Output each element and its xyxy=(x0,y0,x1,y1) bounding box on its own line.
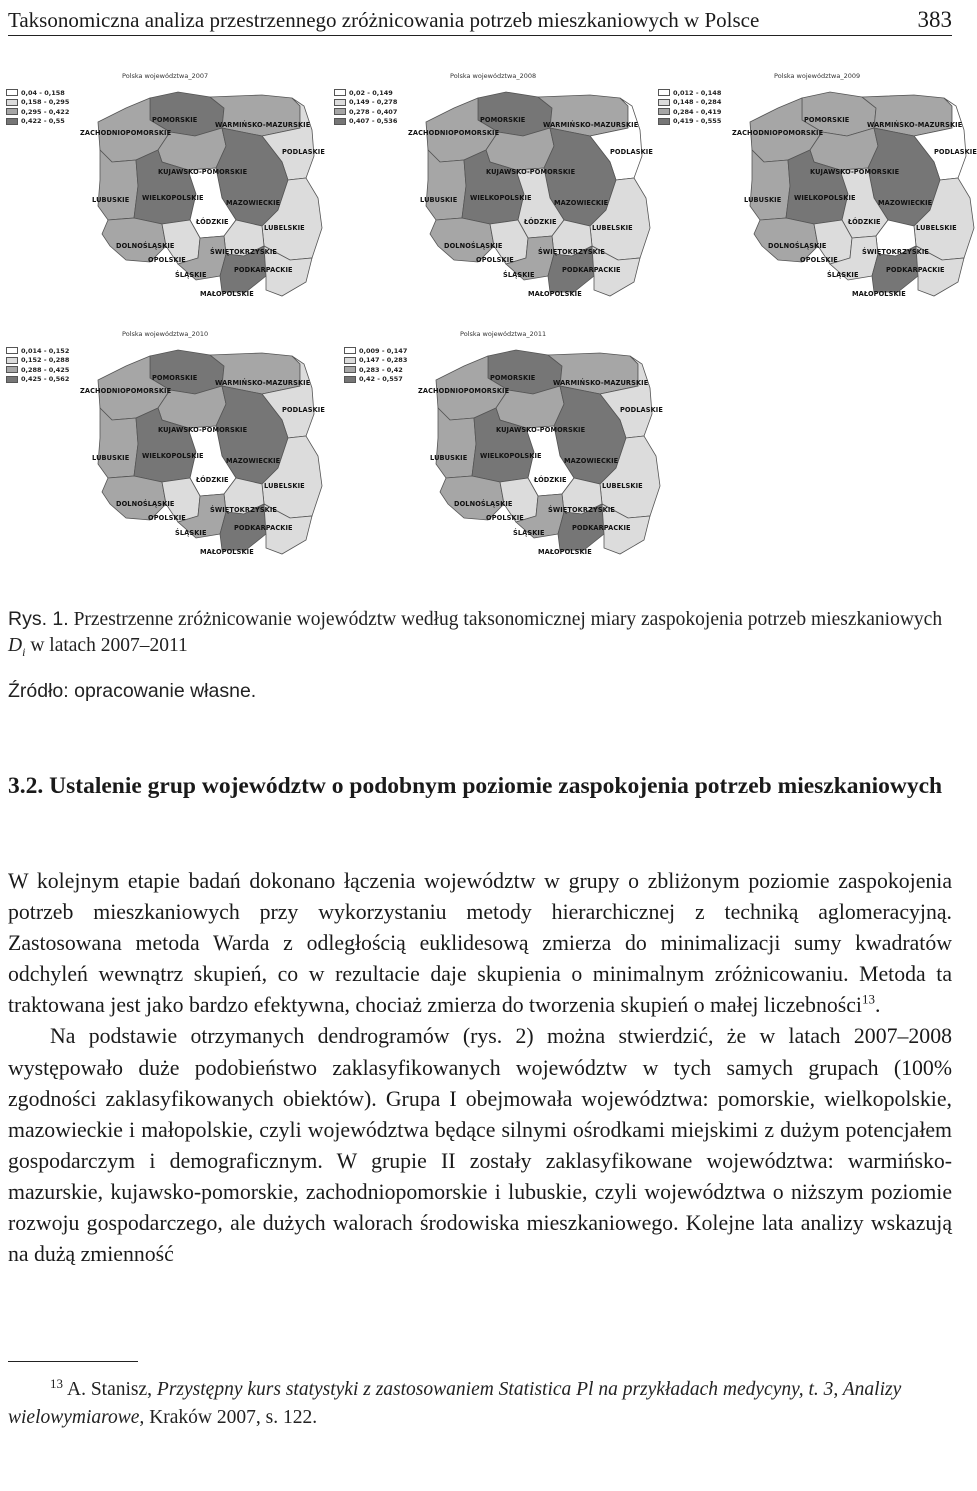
region-label-podlaskie: PODLASKIE xyxy=(282,406,325,414)
map-title: Polska województwa_2008 xyxy=(450,72,537,80)
region-label-zachodniopomorskie: ZACHODNIOPOMORSKIE xyxy=(418,387,510,395)
legend-swatch xyxy=(6,376,18,383)
map-legend xyxy=(6,346,69,384)
caption-var: D xyxy=(8,635,23,656)
region-label-lubuskie: LUBUSKIE xyxy=(92,454,130,462)
legend-label: 0,012 - 0,148 xyxy=(673,88,722,97)
figure-caption xyxy=(8,606,952,665)
body-text xyxy=(8,866,952,1270)
paragraph-1-end: . xyxy=(874,993,881,1018)
region-label-zachodniopomorskie: ZACHODNIOPOMORSKIE xyxy=(408,129,500,137)
region-label-malopolskie: MAŁOPOLSKIE xyxy=(200,290,254,298)
region-label-kujawsko: KUJAWSKO-POMORSKIE xyxy=(496,426,586,434)
region-label-lodzkie: ŁÓDZKIE xyxy=(196,476,229,484)
region-label-swietokrzyskie: ŚWIĘTOKRZYSKIE xyxy=(210,248,278,256)
region-label-podlaskie: PODLASKIE xyxy=(610,148,653,156)
map-legend xyxy=(658,88,721,126)
legend-label: 0,147 - 0,283 xyxy=(359,356,408,365)
legend-swatch xyxy=(6,366,18,373)
region-label-lubuskie: LUBUSKIE xyxy=(430,454,468,462)
region-label-podlaskie: PODLASKIE xyxy=(620,406,663,414)
region-label-warminsko: WARMIŃSKO-MAZURSKIE xyxy=(867,121,963,129)
region-label-zachodniopomorskie: ZACHODNIOPOMORSKIE xyxy=(80,387,172,395)
legend-label: 0,158 - 0,295 xyxy=(21,98,70,107)
legend-label: 0,014 - 0,152 xyxy=(21,346,70,355)
region-label-pomorskie: POMORSKIE xyxy=(152,374,198,382)
footnote-ref: 13 xyxy=(861,992,875,1008)
region-label-lodzkie: ŁÓDZKIE xyxy=(196,218,229,226)
legend-item xyxy=(334,107,397,117)
legend-item xyxy=(6,356,69,366)
region-label-dolnoslaskie: DOLNOŚLĄSKIE xyxy=(454,500,513,508)
region-label-mazowieckie: MAZOWIECKIE xyxy=(226,457,281,465)
region-label-slaskie: ŚLĄSKIE xyxy=(513,529,545,537)
region-label-wielkopolskie: WIELKOPOLSKIE xyxy=(142,194,204,202)
map-legend xyxy=(6,88,69,126)
legend-label: 0,419 - 0,555 xyxy=(673,117,722,126)
paragraph-1 xyxy=(8,866,952,1021)
region-label-wielkopolskie: WIELKOPOLSKIE xyxy=(480,452,542,460)
figure-source: Źródło: opracowanie własne. xyxy=(8,680,257,702)
legend-label: 0,295 - 0,422 xyxy=(21,107,70,116)
footnote xyxy=(8,1376,952,1432)
running-header xyxy=(8,2,952,36)
legend-label: 0,407 - 0,536 xyxy=(349,117,398,126)
region-label-mazowieckie: MAZOWIECKIE xyxy=(564,457,619,465)
legend-swatch xyxy=(334,108,346,115)
region-label-zachodniopomorskie: ZACHODNIOPOMORSKIE xyxy=(80,129,172,137)
region-label-slaskie: ŚLĄSKIE xyxy=(503,271,535,279)
legend-swatch xyxy=(6,108,18,115)
legend-item xyxy=(334,117,397,127)
legend-label: 0,148 - 0,284 xyxy=(673,98,722,107)
region-label-opolskie: OPOLSKIE xyxy=(800,256,838,264)
map-2010 xyxy=(0,328,325,566)
region-label-lubuskie: LUBUSKIE xyxy=(92,196,130,204)
map-2011 xyxy=(338,328,663,566)
legend-label: 0,422 - 0,55 xyxy=(21,117,65,126)
running-title: Taksonomiczna analiza przestrzennego zróżnicowania potrzeb mieszkaniowych w Polsce xyxy=(8,8,760,32)
legend-item xyxy=(658,117,721,127)
region-label-pomorskie: POMORSKIE xyxy=(152,116,198,124)
region-label-mazowieckie: MAZOWIECKIE xyxy=(554,199,609,207)
map-2008 xyxy=(328,70,653,308)
legend-swatch xyxy=(344,347,356,354)
region-label-kujawsko: KUJAWSKO-POMORSKIE xyxy=(486,168,576,176)
legend-item xyxy=(6,88,69,98)
legend-swatch xyxy=(344,366,356,373)
region-label-warminsko: WARMIŃSKO-MAZURSKIE xyxy=(215,121,311,129)
maps-figure xyxy=(0,70,977,590)
region-label-lubelskie: LUBELSKIE xyxy=(916,224,957,232)
legend-swatch xyxy=(658,108,670,115)
legend-swatch xyxy=(6,118,18,125)
region-label-warminsko: WARMIŃSKO-MAZURSKIE xyxy=(215,379,311,387)
region-label-kujawsko: KUJAWSKO-POMORSKIE xyxy=(810,168,900,176)
legend-item xyxy=(6,98,69,108)
region-label-kujawsko: KUJAWSKO-POMORSKIE xyxy=(158,168,248,176)
legend-item xyxy=(6,365,69,375)
region-label-podkarpackie: PODKARPACKIE xyxy=(234,524,293,532)
legend-item xyxy=(334,88,397,98)
legend-swatch xyxy=(658,118,670,125)
region-label-opolskie: OPOLSKIE xyxy=(486,514,524,522)
legend-item xyxy=(6,117,69,127)
page-number: 383 xyxy=(917,7,952,32)
caption-text: Przestrzenne zróżnicowanie województw według taksonomicznej miary zaspokojenia potrzeb mieszkaniowych xyxy=(73,609,943,630)
legend-swatch xyxy=(658,89,670,96)
map-title: Polska województwa_2011 xyxy=(460,330,547,338)
legend-item xyxy=(658,98,721,108)
region-label-malopolskie: MAŁOPOLSKIE xyxy=(200,548,254,556)
region-label-kujawsko: KUJAWSKO-POMORSKIE xyxy=(158,426,248,434)
region-label-slaskie: ŚLĄSKIE xyxy=(175,529,207,537)
region-label-dolnoslaskie: DOLNOŚLĄSKIE xyxy=(116,500,175,508)
legend-swatch xyxy=(6,357,18,364)
legend-label: 0,009 - 0,147 xyxy=(359,346,408,355)
region-label-wielkopolskie: WIELKOPOLSKIE xyxy=(142,452,204,460)
region-label-warminsko: WARMIŃSKO-MAZURSKIE xyxy=(543,121,639,129)
region-label-podkarpackie: PODKARPACKIE xyxy=(572,524,631,532)
region-label-slaskie: ŚLĄSKIE xyxy=(175,271,207,279)
footnote-title: Przystępny kurs statystyki z zastosowaniem Statistica Pl na przykładach medycyny, t. 3, Analizy wielowymiarowe, xyxy=(8,1379,902,1428)
map-title: Polska województwa_2010 xyxy=(122,330,209,338)
footnote-rule xyxy=(8,1361,138,1362)
legend-swatch xyxy=(334,118,346,125)
legend-item xyxy=(344,375,407,385)
region-label-mazowieckie: MAZOWIECKIE xyxy=(878,199,933,207)
legend-swatch xyxy=(658,99,670,106)
legend-label: 0,284 - 0,419 xyxy=(673,107,722,116)
footnote-author: A. Stanisz, xyxy=(67,1379,153,1400)
map-2007 xyxy=(0,70,325,308)
region-label-pomorskie: POMORSKIE xyxy=(490,374,536,382)
legend-label: 0,152 - 0,288 xyxy=(21,356,70,365)
legend-swatch xyxy=(6,99,18,106)
region-label-malopolskie: MAŁOPOLSKIE xyxy=(538,548,592,556)
region-label-pomorskie: POMORSKIE xyxy=(480,116,526,124)
region-label-lodzkie: ŁÓDZKIE xyxy=(534,476,567,484)
region-label-opolskie: OPOLSKIE xyxy=(148,514,186,522)
region-label-mazowieckie: MAZOWIECKIE xyxy=(226,199,281,207)
map-legend xyxy=(344,346,407,384)
legend-item xyxy=(334,98,397,108)
region-label-lubuskie: LUBUSKIE xyxy=(420,196,458,204)
region-label-swietokrzyskie: ŚWIĘTOKRZYSKIE xyxy=(548,506,616,514)
map-title: Polska województwa_2007 xyxy=(122,72,209,80)
region-label-swietokrzyskie: ŚWIĘTOKRZYSKIE xyxy=(862,248,930,256)
caption-label: Rys. 1. xyxy=(8,608,69,630)
legend-item xyxy=(658,107,721,117)
region-label-malopolskie: MAŁOPOLSKIE xyxy=(852,290,906,298)
legend-swatch xyxy=(6,347,18,354)
legend-swatch xyxy=(334,99,346,106)
region-label-zachodniopomorskie: ZACHODNIOPOMORSKIE xyxy=(732,129,824,137)
region-label-opolskie: OPOLSKIE xyxy=(148,256,186,264)
region-label-dolnoslaskie: DOLNOŚLĄSKIE xyxy=(444,242,503,250)
region-label-podkarpackie: PODKARPACKIE xyxy=(562,266,621,274)
region-label-lubuskie: LUBUSKIE xyxy=(744,196,782,204)
region-label-opolskie: OPOLSKIE xyxy=(476,256,514,264)
caption-sub: i xyxy=(22,644,26,659)
region-label-podkarpackie: PODKARPACKIE xyxy=(886,266,945,274)
paragraph-1-text: W kolejnym etapie badań dokonano łączenia województw w grupy o zbliżonym poziomie zaspokojenia potrzeb mieszkaniowych przy wykorzystaniu metody hierarchicznej z techniką aglomeracyjną. Zastosowana metoda Warda z odległością euklidesową zmierza do minimalizacji sumy kwadratów odchyleń wewnątrz skupień, co w rezultacie daje skupienia o minimalnym zróżnicowaniu. Metoda ta traktowana jest jako bardzo efektywna, chociaż zmierza do tworzenia skupień o małej liczebności xyxy=(8,869,952,1018)
paragraph-2: Na podstawie otrzymanych dendrogramów (rys. 2) można stwierdzić, że w latach 2007–2008 występowało duże podobieństwo zaklasyfikowanych województw w tych samych grupach (100% zgodności zaklasyfikowanych obiektów). Grupa I obejmowała województwa: pomorskie, wielkopolskie, mazowieckie i małopolskie, czyli województwa będące silnymi ośrodkami miejskimi z dużym potencjałem gospodarczym i demograficznym. W grupie II zostały zaklasyfikowane województwa: warmińsko-mazurskie, kujawsko-pomorskie, zachodniopomorskie i lubuskie, czyli województwa o niższym poziomie rozwoju gospodarczego, ale dużych walorach środowiska mieszkaniowego. Kolejne lata analizy wskazują na dużą zmienność xyxy=(8,1024,952,1267)
region-label-podlaskie: PODLASKIE xyxy=(934,148,977,156)
legend-label: 0,149 - 0,278 xyxy=(349,98,398,107)
legend-item xyxy=(344,356,407,366)
legend-swatch xyxy=(6,89,18,96)
legend-item xyxy=(6,375,69,385)
section-heading: 3.2. Ustalenie grup województw o podobnym poziomie zaspokojenia potrzeb mieszkaniowych xyxy=(8,773,943,799)
footnote-number: 13 xyxy=(50,1375,63,1391)
legend-item xyxy=(658,88,721,98)
region-label-lodzkie: ŁÓDZKIE xyxy=(848,218,881,226)
region-label-lubelskie: LUBELSKIE xyxy=(592,224,633,232)
legend-swatch xyxy=(334,89,346,96)
legend-item xyxy=(344,365,407,375)
region-label-lodzkie: ŁÓDZKIE xyxy=(524,218,557,226)
region-label-dolnoslaskie: DOLNOŚLĄSKIE xyxy=(768,242,827,250)
map-legend xyxy=(334,88,397,126)
region-label-podkarpackie: PODKARPACKIE xyxy=(234,266,293,274)
legend-label: 0,283 - 0,42 xyxy=(359,365,403,374)
region-label-malopolskie: MAŁOPOLSKIE xyxy=(528,290,582,298)
legend-item xyxy=(6,107,69,117)
region-label-podlaskie: PODLASKIE xyxy=(282,148,325,156)
caption-tail: w latach 2007–2011 xyxy=(30,635,188,656)
legend-label: 0,42 - 0,557 xyxy=(359,375,403,384)
region-label-swietokrzyskie: ŚWIĘTOKRZYSKIE xyxy=(210,506,278,514)
footnote-rest: Kraków 2007, s. 122. xyxy=(149,1407,318,1428)
region-label-dolnoslaskie: DOLNOŚLĄSKIE xyxy=(116,242,175,250)
map-title: Polska województwa_2009 xyxy=(774,72,861,80)
region-label-pomorskie: POMORSKIE xyxy=(804,116,850,124)
legend-label: 0,425 - 0,562 xyxy=(21,375,70,384)
legend-label: 0,288 - 0,425 xyxy=(21,365,70,374)
legend-item xyxy=(344,346,407,356)
region-label-lubelskie: LUBELSKIE xyxy=(602,482,643,490)
legend-label: 0,04 - 0,158 xyxy=(21,88,65,97)
region-label-warminsko: WARMIŃSKO-MAZURSKIE xyxy=(553,379,649,387)
region-label-wielkopolskie: WIELKOPOLSKIE xyxy=(794,194,856,202)
region-label-slaskie: ŚLĄSKIE xyxy=(827,271,859,279)
region-label-swietokrzyskie: ŚWIĘTOKRZYSKIE xyxy=(538,248,606,256)
legend-swatch xyxy=(344,376,356,383)
legend-swatch xyxy=(344,357,356,364)
legend-item xyxy=(6,346,69,356)
region-label-wielkopolskie: WIELKOPOLSKIE xyxy=(470,194,532,202)
region-label-lubelskie: LUBELSKIE xyxy=(264,224,305,232)
region-label-lubelskie: LUBELSKIE xyxy=(264,482,305,490)
map-2009 xyxy=(652,70,977,308)
legend-label: 0,278 - 0,407 xyxy=(349,107,398,116)
legend-label: 0,02 - 0,149 xyxy=(349,88,393,97)
